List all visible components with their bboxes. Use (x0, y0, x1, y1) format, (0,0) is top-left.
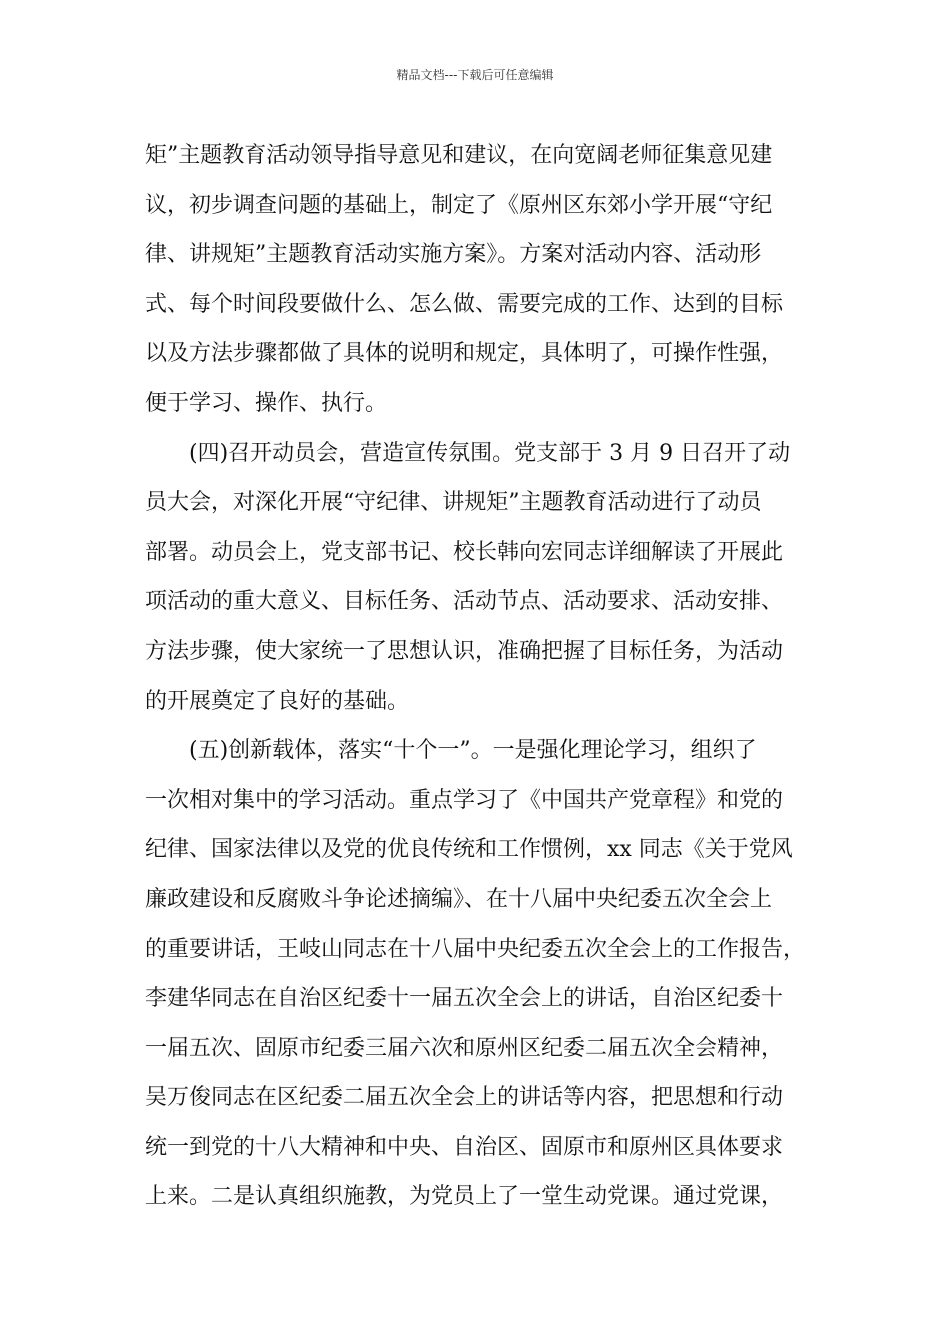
body-line: 一届五次、固原市纪委三届六次和原州区纪委二届五次全会精神， (145, 1035, 784, 1061)
body-line: 律、讲规矩”主题教育活动实施方案》。方案对活动内容、活动形 (145, 242, 762, 268)
paragraph-start-line: (五)创新载体，落实“十个一”。一是强化理论学习，组织了 (189, 738, 757, 764)
body-line: 便于学习、操作、执行。 (145, 390, 388, 416)
body-line: 统一到党的十八大精神和中央、自治区、固原市和原州区具体要求 (145, 1134, 784, 1160)
body-line: 式、每个时间段要做什么、怎么做、需要完成的工作、达到的目标 (145, 291, 784, 317)
page-header: 精品文档---下载后可任意编辑 (396, 68, 554, 82)
body-line: 方法步骤，使大家统一了思想认识，准确把握了目标任务，为活动 (145, 638, 784, 664)
body-line: 的开展奠定了良好的基础。 (145, 688, 410, 714)
body-line: 的重要讲话，王岐山同志在十八届中央纪委五次全会上的工作报告， (145, 936, 806, 962)
body-line: 纪律、国家法律以及党的优良传统和工作惯例，xx 同志《关于党风 (145, 837, 793, 863)
body-line: 廉政建设和反腐败斗争论述摘编》、在十八届中央纪委五次全会上 (145, 886, 773, 912)
body-line: 议，初步调查问题的基础上，制定了《原州区东郊小学开展“守纪 (145, 192, 773, 218)
body-line: 以及方法步骤都做了具体的说明和规定，具体明了，可操作性强， (145, 341, 784, 367)
body-line: 上来。二是认真组织施教，为党员上了一堂生动党课。通过党课， (145, 1184, 784, 1210)
body-line: 项活动的重大意义、目标任务、活动节点、活动要求、活动安排、 (145, 589, 784, 615)
body-line: 一次相对集中的学习活动。重点学习了《中国共产党章程》和党的 (145, 787, 784, 813)
body-line: 吴万俊同志在区纪委二届五次全会上的讲话等内容，把思想和行动 (145, 1085, 784, 1111)
body-line: 部署。动员会上，党支部书记、校长韩向宏同志详细解读了开展此 (145, 539, 784, 565)
body-line: 员大会，对深化开展“守纪律、讲规矩”主题教育活动进行了动员 (145, 490, 762, 516)
body-line: 矩”主题教育活动领导指导意见和建议，在向宽阔老师征集意见建 (145, 143, 773, 168)
document-body (145, 131, 825, 1222)
body-line: 李建华同志在自治区纪委十一届五次全会上的讲话，自治区纪委十 (145, 986, 784, 1012)
paragraph-start-line: (四)召开动员会，营造宣传氛围。党支部于 3 月 9 日召开了动 (189, 440, 791, 466)
